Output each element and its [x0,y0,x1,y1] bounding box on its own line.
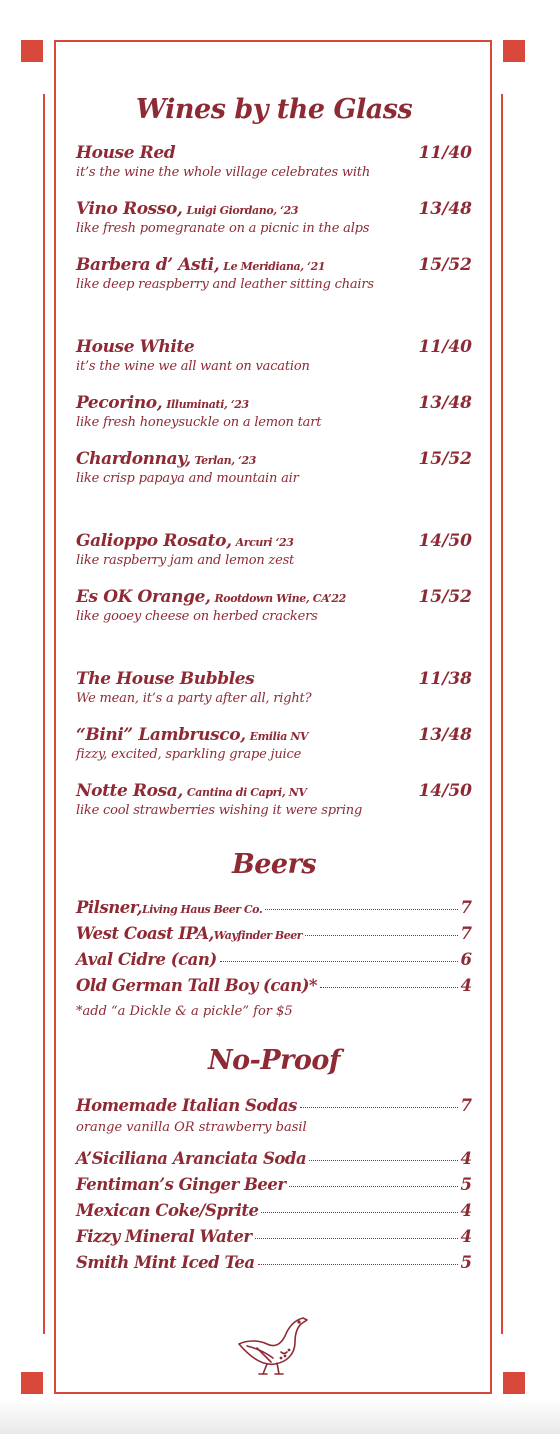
wine-name [76,587,472,607]
wine-producer: Emilia NV [249,730,309,743]
wine-item [76,725,472,781]
wine-item [76,255,472,311]
beer-item [76,976,472,1002]
dot-leader [220,961,458,962]
wine-price: 11/40 [418,143,472,163]
wine-price: 11/38 [418,669,472,689]
corner-square-bottom-left [21,1372,43,1394]
noproof-item-name: Homemade Italian Sodas [76,1096,297,1115]
beer-name [76,924,302,943]
wine-price: 15/52 [418,449,472,469]
beer-brewery: Wayfinder Beer [213,929,303,942]
noproof-item-name: Fizzy Mineral Water [76,1227,252,1246]
noproof-item-desc: orange vanilla OR strawberry basil [76,1120,307,1135]
wine-item [76,199,472,255]
beer-brewery: Living Haus Beer Co. [141,903,263,916]
wine-item [76,587,472,643]
wine-item [76,669,472,725]
wine-price: 13/48 [418,393,472,413]
wine-name [76,393,472,413]
wine-price: 15/52 [418,255,472,275]
wine-price: 13/48 [418,725,472,745]
wine-name-text: Es OK Orange, [76,587,211,607]
dot-leader [261,1212,457,1213]
wine-name-text: Barbera d’ Asti, [76,255,220,275]
wine-description: like deep reaspberry and leather sitting chairs [76,277,374,292]
wine-group [76,143,472,311]
noproof-item-name: Mexican Coke/Sprite [76,1201,259,1220]
wine-name [76,255,472,275]
wine-group [76,337,472,505]
wine-name [76,449,472,469]
wine-producer: Arcuri ‘23 [235,536,294,549]
wine-description: like fresh pomegranate on a picnic in the alps [76,221,370,236]
wine-name-text: Pecorino, [76,393,163,413]
wine-item [76,449,472,505]
beer-note: *add “a Dickle & a pickle” for $5 [76,1004,293,1019]
wine-name-text: House Red [76,143,176,163]
beer-item [76,898,472,924]
beer-name-text: Pilsner, [76,898,142,917]
beer-name [76,950,217,969]
noproof-item-price: 5 [460,1253,472,1272]
noproof-item [76,1175,472,1201]
corner-square-bottom-right [503,1372,525,1394]
wine-description: it’s the wine the whole village celebrates with [76,165,370,180]
dot-leader [258,1264,458,1265]
wine-description: like raspberry jam and lemon zest [76,553,295,568]
beer-price: 6 [460,950,472,969]
noproof-item-price: 5 [460,1175,472,1194]
dot-leader [255,1238,458,1239]
beer-price: 7 [460,924,472,943]
noproof-item-price: 4 [460,1149,472,1168]
noproof-item-name: Fentiman’s Ginger Beer [76,1175,286,1194]
wine-item [76,143,472,199]
noproof-item [76,1201,472,1227]
beer-name [76,976,317,995]
wine-name [76,337,472,357]
corner-square-top-right [503,40,525,62]
dot-leader [320,987,457,988]
wine-description: like fresh honeysuckle on a lemon tart [76,415,322,430]
noproof-item-price: 7 [460,1096,472,1115]
dot-leader [289,1186,458,1187]
wine-description: fizzy, excited, sparkling grape juice [76,747,302,762]
wine-name [76,199,472,219]
beer-list [76,898,472,1002]
beer-price: 7 [460,898,472,917]
beer-name [76,898,262,917]
wines-title: Wines by the Glass [135,94,413,125]
wine-name-text: Notte Rosa, [76,781,183,801]
wine-description: like crisp papaya and mountain air [76,471,299,486]
bottom-shadow [0,1400,560,1434]
noproof-item [76,1096,472,1120]
noproof-list [76,1149,472,1279]
menu-content [76,90,472,1279]
noproof-item [76,1149,472,1175]
wine-name-text: Galioppo Rosato, [76,531,232,551]
noproof-title: No-Proof [207,1045,341,1076]
wine-price: 14/50 [418,531,472,551]
beer-name-text: Old German Tall Boy (can)* [76,976,318,995]
wine-name [76,781,472,801]
wine-producer: Cantina di Capri, NV [186,786,307,799]
wine-producer: Terlan, ‘23 [194,454,257,467]
wine-description: We mean, it’s a party after all, right? [76,691,312,706]
wine-price: 14/50 [418,781,472,801]
wine-item [76,781,472,837]
noproof-item-price: 4 [460,1201,472,1220]
wine-name-text: Chardonnay, [76,449,191,469]
beer-item [76,950,472,976]
noproof-item-name: Smith Mint Iced Tea [76,1253,255,1272]
wine-item [76,337,472,393]
dot-leader [300,1107,458,1108]
wine-group [76,669,472,837]
wine-name-text: Vino Rosso, [76,199,183,219]
wine-item [76,393,472,449]
wine-name-text: The House Bubbles [76,669,255,689]
wine-list [76,143,472,837]
noproof-item [76,1253,472,1279]
wine-producer: Illuminati, ‘23 [166,398,249,411]
dot-leader [265,909,457,910]
wine-name [76,531,472,551]
wine-item [76,531,472,587]
beer-name-text: Aval Cidre (can) [76,950,217,969]
wine-description: like cool strawberries wishing it were spring [76,803,363,818]
wine-name [76,143,472,163]
dot-leader [305,935,457,936]
beer-item [76,924,472,950]
wine-description: like gooey cheese on herbed crackers [76,609,318,624]
dot-leader [309,1160,457,1161]
wine-producer: Rootdown Wine, CA’22 [214,592,346,605]
wine-price: 13/48 [418,199,472,219]
wine-name-text: House White [76,337,195,357]
wine-description: it’s the wine we all want on vacation [76,359,310,374]
beers-title: Beers [231,849,317,880]
bird-icon [237,1314,311,1376]
beer-name-text: West Coast IPA, [76,924,214,943]
wine-producer: Luigi Giordano, ‘23 [186,204,299,217]
beer-price: 4 [460,976,472,995]
corner-square-top-left [21,40,43,62]
wine-price: 15/52 [418,587,472,607]
wine-name [76,725,472,745]
wine-price: 11/40 [418,337,472,357]
wine-name-text: “Bini” Lambrusco, [76,725,246,745]
noproof-item-name: A’Siciliana Aranciata Soda [76,1149,307,1168]
wine-producer: Le Meridiana, ‘21 [223,260,326,273]
noproof-item-price: 4 [460,1227,472,1246]
wine-name [76,669,472,689]
wine-group [76,531,472,643]
noproof-item [76,1227,472,1253]
